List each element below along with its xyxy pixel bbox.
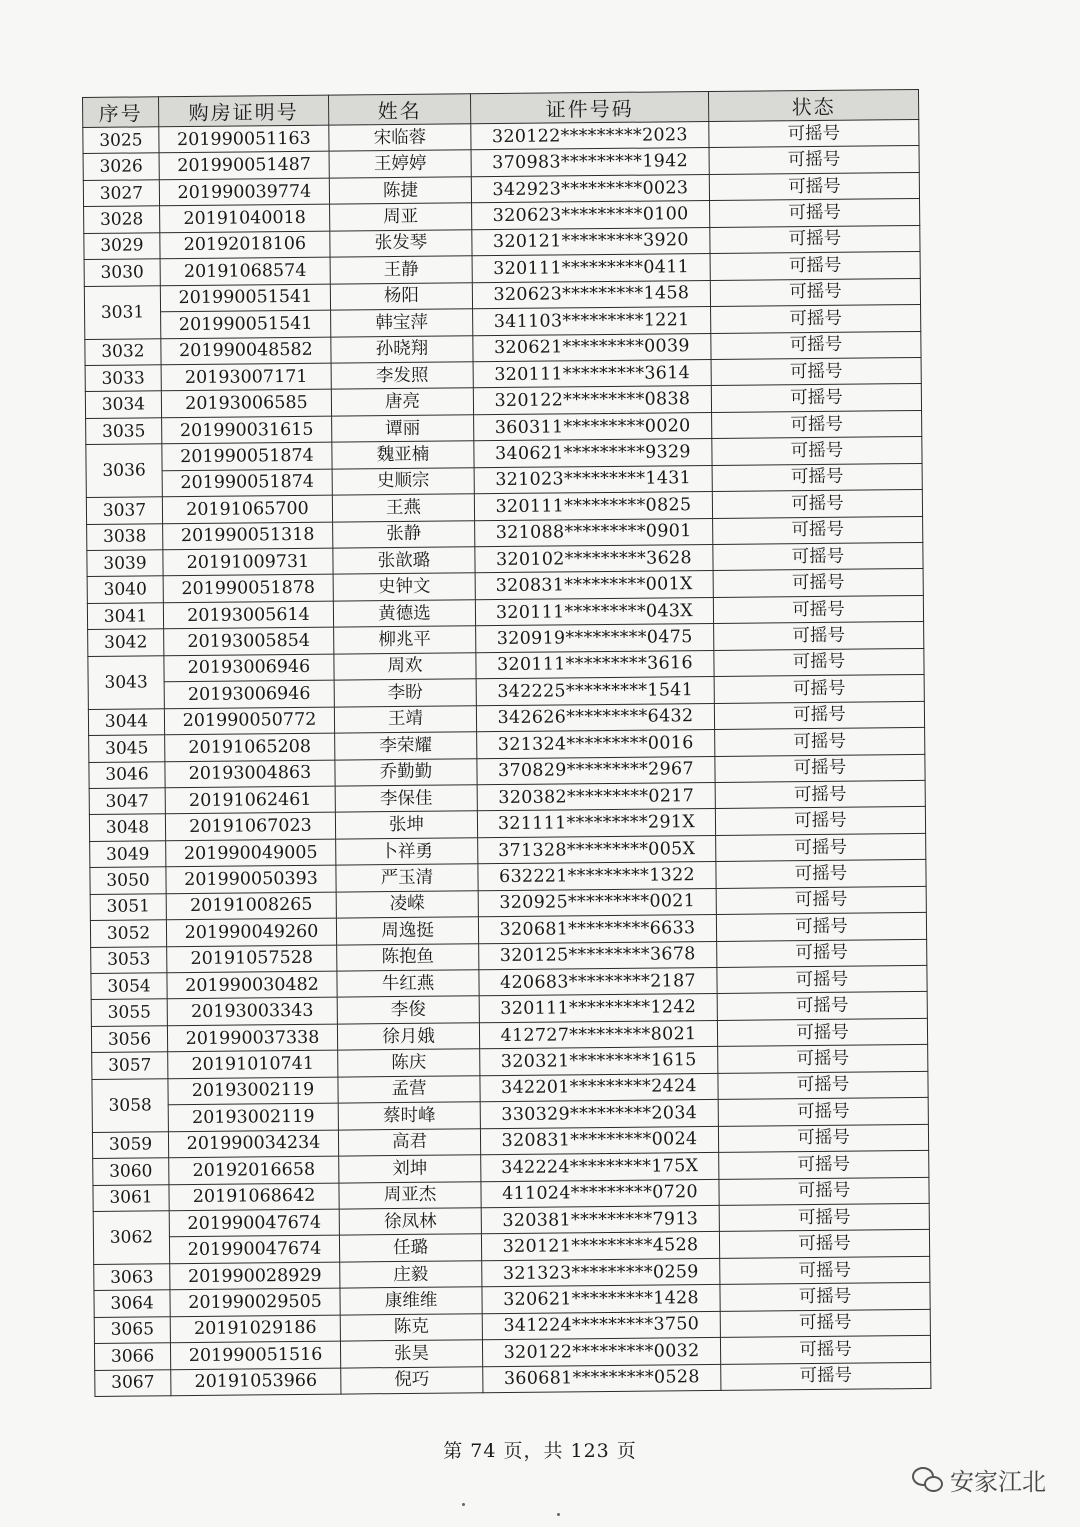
cell-status: 可摇号 (720, 1336, 930, 1364)
cell-name: 李发照 (331, 362, 473, 390)
cell-index: 3055 (91, 999, 167, 1026)
cell-status: 可摇号 (720, 1309, 930, 1337)
cell-name: 陈捷 (329, 177, 471, 205)
cell-index: 3030 (84, 259, 160, 286)
cell-certificate-no: 20191010741 (168, 1050, 338, 1078)
cell-status: 可摇号 (714, 675, 924, 703)
header-id-number: 证件号码 (470, 91, 708, 123)
cell-certificate-no: 201990050772 (164, 707, 334, 735)
watermark (912, 1462, 1046, 1497)
cell-status: 可摇号 (715, 780, 925, 808)
cell-index: 3027 (83, 180, 159, 207)
cell-status: 可摇号 (715, 754, 925, 782)
cell-name: 陈庆 (338, 1049, 480, 1077)
cell-status: 可摇号 (710, 199, 920, 227)
cell-certificate-no: 20191062461 (165, 786, 335, 814)
cell-id-number: 371328*********005X (478, 835, 716, 864)
cell-id-number: 330329*********2034 (480, 1100, 718, 1129)
cell-name: 杨阳 (330, 282, 472, 310)
cell-id-number: 320122*********0838 (473, 386, 711, 415)
cell-id-number: 321088*********0901 (475, 518, 713, 547)
cell-certificate-no: 20191065208 (165, 733, 335, 761)
cell-id-number: 320121*********3920 (472, 227, 710, 256)
cell-id-number: 342201*********2424 (480, 1073, 718, 1102)
cell-id-number: 341103*********1221 (473, 307, 711, 336)
cell-index: 3038 (87, 523, 163, 550)
cell-index: 3035 (86, 418, 162, 445)
cell-name: 周亚 (330, 203, 472, 231)
cell-status: 可摇号 (713, 569, 923, 597)
cell-id-number: 320621*********0039 (473, 333, 711, 362)
cell-status: 可摇号 (714, 622, 924, 650)
header-index: 序号 (83, 97, 159, 128)
cell-id-number: 320121*********4528 (481, 1232, 719, 1261)
cell-name: 乔勤勤 (335, 758, 477, 786)
cell-certificate-no: 20191067023 (165, 812, 335, 840)
cell-index: 3057 (92, 1052, 168, 1079)
cell-name: 任璐 (339, 1234, 481, 1262)
table-body (83, 119, 931, 1396)
cell-status: 可摇号 (720, 1256, 930, 1284)
cell-certificate-no: 201990051163 (159, 125, 329, 153)
cell-id-number: 320382*********0217 (477, 782, 715, 811)
cell-status: 可摇号 (716, 913, 926, 941)
cell-name: 徐月娥 (337, 1023, 479, 1051)
cell-index: 3061 (93, 1184, 169, 1211)
cell-index: 3033 (85, 365, 161, 392)
cell-index: 3060 (93, 1158, 169, 1185)
header-status: 状态 (708, 89, 918, 121)
cell-name: 张昊 (340, 1340, 482, 1368)
scan-speck (557, 1513, 560, 1516)
cell-certificate-no: 20193005854 (164, 627, 334, 655)
cell-certificate-no: 20191057528 (167, 945, 337, 973)
cell-id-number: 320125*********3678 (479, 941, 717, 970)
cell-id-number: 321324*********0016 (477, 730, 715, 759)
cell-certificate-no: 201990048582 (161, 337, 331, 365)
cell-status: 可摇号 (711, 305, 921, 333)
cell-name: 康维维 (340, 1287, 482, 1315)
cell-name: 王婷婷 (329, 150, 471, 178)
cell-certificate-no: 20193003343 (167, 998, 337, 1026)
cell-index: 3026 (83, 153, 159, 180)
cell-status: 可摇号 (718, 1045, 928, 1073)
cell-id-number: 632221*********1322 (478, 862, 716, 891)
header-name: 姓名 (328, 94, 470, 125)
cell-status: 可摇号 (718, 1124, 928, 1152)
cell-certificate-no: 201990037338 (167, 1024, 337, 1052)
cell-id-number: 370983*********1942 (471, 148, 709, 177)
cell-index: 3036 (86, 444, 163, 498)
cell-status: 可摇号 (720, 1283, 930, 1311)
cell-status: 可摇号 (714, 701, 924, 729)
cell-status: 可摇号 (710, 252, 920, 280)
cell-status: 可摇号 (711, 331, 921, 359)
cell-name: 孙晓翔 (331, 335, 473, 363)
cell-index: 3045 (89, 735, 165, 762)
cell-status: 可摇号 (711, 357, 921, 385)
cell-name: 史顺宗 (332, 467, 474, 495)
cell-status: 可摇号 (710, 225, 920, 253)
cell-status: 可摇号 (713, 516, 923, 544)
cell-status: 可摇号 (710, 278, 920, 306)
cell-certificate-no: 201990051318 (163, 522, 333, 550)
cell-certificate-no: 20193005614 (163, 601, 333, 629)
cell-name: 张发琴 (330, 230, 472, 258)
cell-id-number: 342923*********0023 (471, 174, 709, 203)
cell-index: 3050 (90, 867, 166, 894)
cell-index: 3065 (94, 1316, 170, 1343)
cell-status: 可摇号 (714, 648, 924, 676)
cell-certificate-no: 201990051487 (159, 152, 329, 180)
cell-name: 李盼 (334, 679, 476, 707)
cell-name: 唐亮 (331, 388, 473, 416)
cell-index: 3043 (88, 655, 165, 709)
cell-name: 周亚杰 (339, 1181, 481, 1209)
cell-name: 张坤 (335, 811, 477, 839)
cell-status: 可摇号 (713, 542, 923, 570)
lottery-eligibility-table (82, 89, 931, 1397)
cell-id-number: 411024*********0720 (481, 1179, 719, 1208)
cell-status: 可摇号 (717, 1018, 927, 1046)
cell-id-number: 342224*********175X (481, 1152, 719, 1181)
cell-id-number: 321111*********291X (477, 809, 715, 838)
cell-name: 刘坤 (339, 1155, 481, 1183)
cell-index: 3025 (83, 127, 159, 154)
cell-id-number: 341224*********3750 (482, 1311, 720, 1340)
cell-id-number: 320111*********3616 (476, 650, 714, 679)
cell-id-number: 320111*********1242 (479, 994, 717, 1023)
cell-name: 王燕 (332, 494, 474, 522)
cell-name: 李俊 (337, 996, 479, 1024)
cell-certificate-no: 20193006946 (164, 654, 334, 682)
cell-id-number: 340621*********9329 (474, 439, 712, 468)
cell-status: 可摇号 (718, 1071, 928, 1099)
cell-status: 可摇号 (721, 1362, 931, 1390)
cell-id-number: 320102*********3628 (475, 544, 713, 573)
cell-name: 严玉清 (336, 864, 478, 892)
cell-certificate-no: 201990031615 (162, 416, 332, 444)
cell-certificate-no: 201990051874 (162, 442, 332, 470)
cell-id-number: 320111*********0825 (474, 492, 712, 521)
cell-status: 可摇号 (719, 1203, 929, 1231)
cell-id-number: 320623*********1458 (472, 280, 710, 309)
cell-index: 3067 (95, 1369, 171, 1396)
cell-index: 3047 (89, 788, 165, 815)
cell-status: 可摇号 (716, 860, 926, 888)
cell-certificate-no: 20193007171 (161, 363, 331, 391)
cell-index: 3031 (84, 285, 161, 339)
cell-certificate-no: 20191040018 (160, 204, 330, 232)
cell-index: 3053 (91, 946, 167, 973)
cell-name: 凌嵘 (336, 890, 478, 918)
cell-name: 魏亚楠 (332, 441, 474, 469)
cell-name: 徐凤林 (339, 1208, 481, 1236)
cell-certificate-no: 20192018106 (160, 231, 330, 259)
cell-id-number: 320111*********3614 (473, 359, 711, 388)
scan-speck (462, 1503, 465, 1506)
cell-name: 卜祥勇 (336, 838, 478, 866)
cell-status: 可摇号 (716, 833, 926, 861)
cell-name: 宋临蓉 (329, 124, 471, 152)
cell-name: 倪巧 (341, 1366, 483, 1394)
cell-status: 可摇号 (712, 410, 922, 438)
cell-name: 张静 (333, 520, 475, 548)
cell-id-number: 320111*********043X (475, 597, 713, 626)
cell-name: 周逸挺 (336, 917, 478, 945)
cell-index: 3062 (93, 1211, 170, 1265)
cell-status: 可摇号 (718, 1098, 928, 1126)
cell-name: 谭丽 (332, 415, 474, 443)
cell-index: 3051 (90, 893, 166, 920)
cell-certificate-no: 20191053966 (171, 1368, 341, 1396)
cell-id-number: 320831*********0024 (480, 1126, 718, 1155)
cell-id-number: 370829*********2967 (477, 756, 715, 785)
cell-index: 3059 (92, 1131, 168, 1158)
cell-id-number: 320381*********7913 (481, 1205, 719, 1234)
cell-certificate-no: 201990051874 (162, 469, 332, 497)
cell-status: 可摇号 (712, 437, 922, 465)
cell-index: 3037 (86, 497, 162, 524)
lottery-table-container (82, 89, 930, 1397)
cell-status: 可摇号 (709, 119, 919, 147)
cell-index: 3034 (85, 391, 161, 418)
cell-id-number: 321323*********0259 (482, 1258, 720, 1287)
cell-status: 可摇号 (711, 384, 921, 412)
cell-id-number: 342626*********6432 (476, 703, 714, 732)
cell-id-number: 320621*********1428 (482, 1285, 720, 1314)
cell-name: 蔡时峰 (338, 1102, 480, 1130)
cell-certificate-no: 20193004863 (165, 760, 335, 788)
cell-certificate-no: 201990030482 (167, 971, 337, 999)
cell-id-number: 321023*********1431 (474, 465, 712, 494)
cell-name: 李保佳 (335, 785, 477, 813)
cell-id-number: 320111*********0411 (472, 254, 710, 283)
cell-name: 庄毅 (340, 1261, 482, 1289)
cell-certificate-no: 20193002119 (168, 1103, 338, 1131)
cell-status: 可摇号 (712, 490, 922, 518)
cell-index: 3048 (89, 814, 165, 841)
cell-name: 周欢 (334, 652, 476, 680)
cell-index: 3064 (94, 1290, 170, 1317)
cell-id-number: 420683*********2187 (479, 967, 717, 996)
cell-certificate-no: 201990034234 (168, 1130, 338, 1158)
cell-index: 3044 (88, 708, 164, 735)
cell-index: 3049 (90, 841, 166, 868)
cell-name: 王静 (330, 256, 472, 284)
cell-certificate-no: 201990047674 (169, 1235, 339, 1263)
cell-index: 3029 (84, 233, 160, 260)
cell-status: 可摇号 (717, 939, 927, 967)
cell-status: 可摇号 (719, 1177, 929, 1205)
cell-index: 3058 (92, 1078, 169, 1132)
cell-name: 陈克 (340, 1313, 482, 1341)
cell-name: 黄德选 (333, 600, 475, 628)
cell-id-number: 320623*********0100 (472, 201, 710, 230)
cell-name: 李荣耀 (335, 732, 477, 760)
cell-status: 可摇号 (713, 595, 923, 623)
cell-id-number: 320122*********0032 (482, 1338, 720, 1367)
cell-name: 张歆璐 (333, 547, 475, 575)
cell-certificate-no: 20193006585 (161, 389, 331, 417)
cell-name: 孟营 (338, 1075, 480, 1103)
cell-status: 可摇号 (719, 1230, 929, 1258)
cell-index: 3046 (89, 761, 165, 788)
cell-id-number: 342225*********1541 (476, 677, 714, 706)
cell-id-number: 320122*********2023 (471, 121, 709, 150)
cell-certificate-no: 20191065700 (162, 495, 332, 523)
cell-certificate-no: 201990051541 (161, 310, 331, 338)
cell-certificate-no: 20191068574 (160, 257, 330, 285)
cell-certificate-no: 201990051541 (160, 284, 330, 312)
cell-index: 3039 (87, 550, 163, 577)
cell-id-number: 360681*********0528 (483, 1364, 721, 1393)
cell-index: 3066 (94, 1343, 170, 1370)
cell-status: 可摇号 (719, 1150, 929, 1178)
cell-status: 可摇号 (716, 886, 926, 914)
cell-certificate-no: 20191009731 (163, 548, 333, 576)
cell-name: 王靖 (334, 705, 476, 733)
cell-certificate-no: 20191008265 (166, 892, 336, 920)
watermark-text: 安家江北 (950, 1468, 1046, 1496)
cell-index: 3063 (94, 1264, 170, 1291)
cell-index: 3056 (91, 1026, 167, 1053)
cell-index: 3042 (88, 629, 164, 656)
page-number: 第 74 页，共 123 页 (443, 1440, 637, 1462)
cell-certificate-no: 20192016658 (169, 1156, 339, 1184)
cell-certificate-no: 201990051516 (170, 1341, 340, 1369)
cell-name: 高君 (338, 1128, 480, 1156)
cell-id-number: 360311*********0020 (474, 412, 712, 441)
cell-name: 史钟文 (333, 573, 475, 601)
cell-id-number: 412727*********8021 (479, 1020, 717, 1049)
cell-certificate-no: 201990028929 (170, 1262, 340, 1290)
cell-name: 牛红燕 (337, 970, 479, 998)
cell-index: 3054 (91, 973, 167, 1000)
cell-certificate-no: 201990050393 (166, 865, 336, 893)
cell-index: 3040 (87, 576, 163, 603)
cell-status: 可摇号 (709, 172, 919, 200)
cell-status: 可摇号 (709, 146, 919, 174)
cell-certificate-no: 20191029186 (170, 1315, 340, 1343)
cell-certificate-no: 201990049005 (166, 839, 336, 867)
cell-index: 3041 (87, 603, 163, 630)
cell-certificate-no: 20193006946 (164, 680, 334, 708)
cell-certificate-no: 20191068642 (169, 1183, 339, 1211)
cell-certificate-no: 201990047674 (169, 1209, 339, 1237)
cell-id-number: 320831*********001X (475, 571, 713, 600)
header-certificate-no: 购房证明号 (159, 95, 329, 127)
cell-certificate-no: 201990049260 (166, 918, 336, 946)
wechat-icon (912, 1467, 942, 1493)
cell-id-number: 320925*********0021 (478, 888, 716, 917)
cell-id-number: 320919*********0475 (476, 624, 714, 653)
cell-status: 可摇号 (715, 728, 925, 756)
cell-status: 可摇号 (717, 965, 927, 993)
cell-certificate-no: 201990029505 (170, 1288, 340, 1316)
cell-certificate-no: 20193002119 (168, 1077, 338, 1105)
cell-name: 柳兆平 (334, 626, 476, 654)
cell-index: 3028 (84, 206, 160, 233)
cell-name: 陈抱鱼 (337, 943, 479, 971)
cell-status: 可摇号 (712, 463, 922, 491)
cell-certificate-no: 201990051878 (163, 575, 333, 603)
cell-id-number: 320321*********1615 (480, 1047, 718, 1076)
cell-index: 3052 (90, 920, 166, 947)
cell-status: 可摇号 (715, 807, 925, 835)
cell-status: 可摇号 (717, 992, 927, 1020)
cell-index: 3032 (85, 338, 161, 365)
cell-name: 韩宝萍 (331, 309, 473, 337)
cell-id-number: 320681*********6633 (478, 915, 716, 944)
cell-certificate-no: 201990039774 (159, 178, 329, 206)
